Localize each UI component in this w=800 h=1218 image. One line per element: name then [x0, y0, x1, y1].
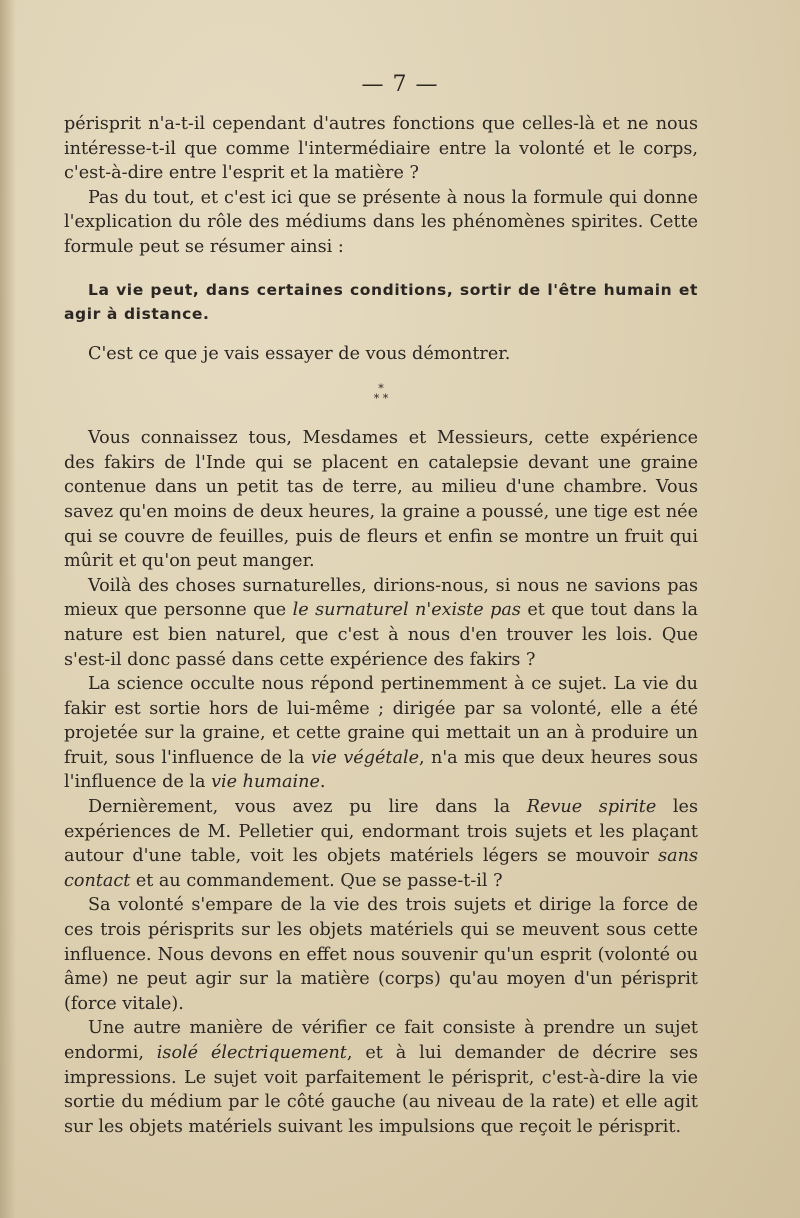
p7-text-a: La science occulte nous répond pertinemment à ce sujet. La vie du fakir est sortie hors de lui-même ; dirigée par sa volonté, elle a été projetée sur la graine, et cette graine qui mettait un an à produire un fruit, sous l'influence de la	[64, 674, 698, 768]
section-separator: * * *	[373, 382, 389, 406]
p6-text-a: Voilà des choses surnaturelles, dirions-nous, si nous ne savions pas mieux que personne que	[64, 575, 698, 621]
bold-statement: La vie peut, dans certaines conditions, sortir de l'être humain et agir à distance.	[64, 280, 698, 323]
binding-shadow	[0, 0, 16, 1218]
paragraph-6	[64, 574, 698, 672]
p7-text-b: , n'a mis que deux heures sous l'influence de la	[64, 747, 698, 793]
paragraph-2: Pas du tout, et c'est ici que se présente à nous la formule qui donne l'explication du rôle des médiums dans les phénomènes spirites. Cette formule peut se résumer ainsi :	[64, 187, 698, 257]
paragraph-7	[64, 672, 698, 795]
p7-italic-2: vie humaine	[211, 772, 320, 793]
paragraph-8	[64, 795, 698, 893]
p8-text-a: Dernièrement, vous avez pu lire dans la	[88, 797, 527, 818]
page-number: — 7 —	[361, 72, 439, 97]
p8-text-c: et au commandement. Que se passe-t-il ?	[130, 870, 503, 891]
p7-italic-1: vie végétale	[310, 747, 419, 768]
p7-text-c: .	[319, 772, 326, 793]
paragraph-10	[64, 1016, 698, 1139]
p6-italic: le surnaturel n'existe pas	[292, 600, 521, 621]
p10-text-b: , et à lui demander de décrire ses impressions. Le sujet voit parfaitement le périsprit, c'est-à-dire la vie sortie du médium par le côté gauche (au niveau de la rate) et elle agit sur les objets matériels suivant les impulsions que reçoit le périsprit.	[64, 1043, 698, 1137]
paragraph-1: périsprit n'a-t-il cependant d'autres fonctions que celles-là et ne nous intéresse-t-il que comme l'intermédiaire entre la volonté et le corps, c'est-à-dire entre l'esprit et la matière ?	[64, 114, 698, 184]
p8-italic-2: sans contact	[64, 846, 698, 891]
paragraph-4: C'est ce que je vais essayer de vous démontrer.	[88, 343, 511, 364]
body-text	[64, 112, 698, 1139]
p10-text-a: Une autre manière de vérifier ce fait consiste à prendre un sujet endormi,	[64, 1018, 698, 1063]
p8-italic-1: Revue spirite	[526, 797, 657, 818]
p6-text-b: et que tout dans la nature est bien naturel, que c'est à nous d'en trouver les lois. Que s'est-il donc passé dans cette expérience des fakirs ?	[64, 600, 699, 670]
p8-text-b: les expériences de M. Pelletier qui, endormant trois sujets et les plaçant autour d'une table, voit les objets matériels légers se mouvoir	[64, 797, 698, 867]
paragraph-5: Vous connaissez tous, Mesdames et Messieurs, cette expérience des fakirs de l'Inde qui se placent en catalepsie devant une graine contenue dans un petit tas de terre, au milieu d'une chambre. Vous savez qu'en moins de deux heures, la graine a poussé, une tige est née qui se couvre de feuilles, puis de fleurs et enfin se montre un fruit qui mûrit et qu'on peut manger.	[64, 428, 698, 572]
p10-italic: isolé électriquement	[156, 1043, 347, 1063]
paragraph-9: Sa volonté s'empare de la vie des trois sujets et dirige la force de ces trois périsprits sur les objets matériels qui se meuvent sous cette influence. Nous devons en effet nous souvenir qu'un esprit (volonté ou âme) ne peut agir sur la matière (corps) qu'au moyen d'un périsprit (force vitale).	[64, 895, 698, 1014]
